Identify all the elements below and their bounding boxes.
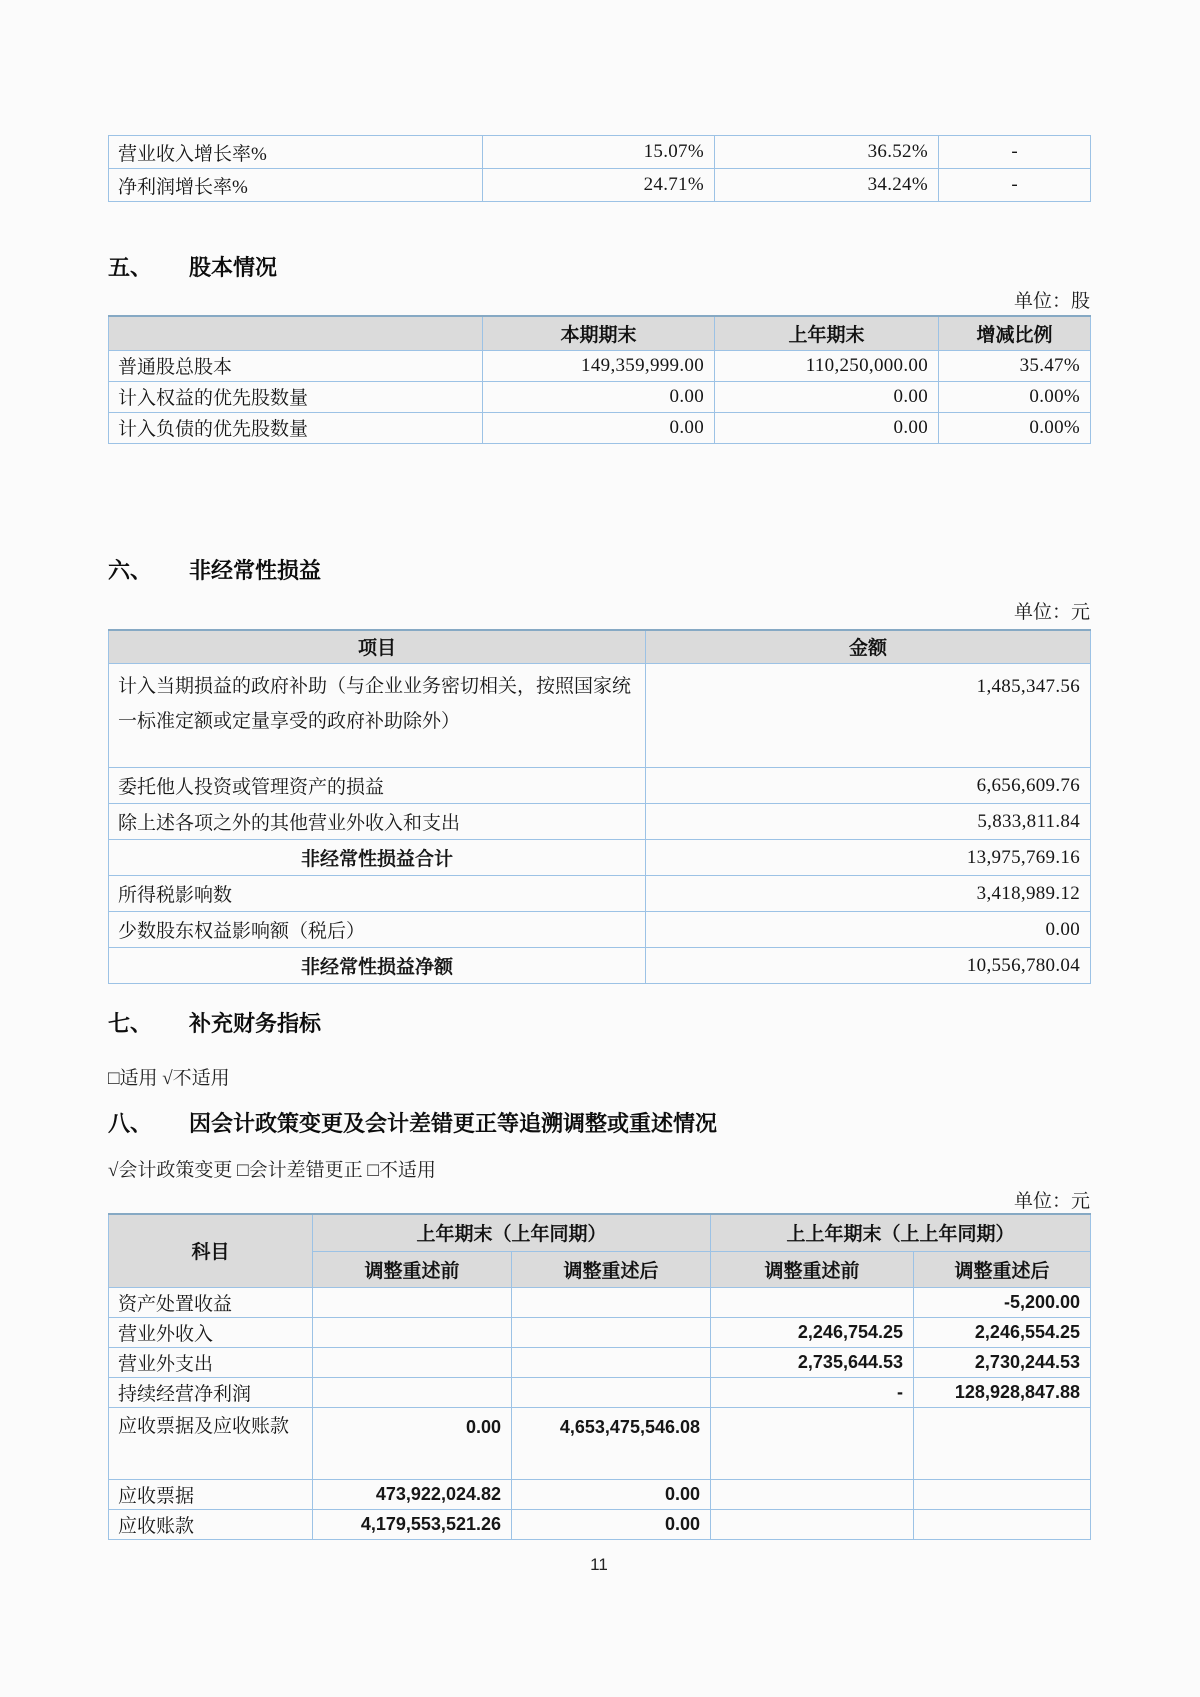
value-current: 0.00: [483, 381, 715, 412]
value-cell: 0.00: [313, 1407, 512, 1479]
table-row: [109, 1509, 1091, 1539]
item-label-total: 非经常性损益合计: [109, 840, 646, 876]
table-row: [109, 664, 1091, 768]
table-row: [109, 412, 1091, 443]
value-current: 0.00: [483, 412, 715, 443]
section-number: 七、: [108, 1011, 153, 1036]
empty-cell: [711, 1407, 914, 1479]
value-cell: 2,246,754.25: [711, 1317, 914, 1347]
value-prior: 34.24%: [715, 169, 939, 202]
row-label: 计入权益的优先股数量: [109, 381, 483, 412]
growth-rate-table: [108, 135, 1091, 202]
value-cell: 2,730,244.53: [914, 1347, 1091, 1377]
value-change: 35.47%: [939, 350, 1091, 381]
page-number: 11: [590, 1554, 608, 1574]
table-row-total: [109, 840, 1091, 876]
empty-cell: [512, 1287, 711, 1317]
table-row: [109, 768, 1091, 804]
table-row: [109, 169, 1091, 202]
item-label-total: 非经常性损益净额: [109, 948, 646, 984]
column-header-item: 项目: [109, 630, 646, 664]
value-current: 15.07%: [483, 136, 715, 169]
value-cell: 2,246,554.25: [914, 1317, 1091, 1347]
value-cell: 4,653,475,546.08: [512, 1407, 711, 1479]
section-8-options: √会计政策变更 □会计差错更正 □不适用: [108, 1160, 436, 1181]
table-row-total: [109, 948, 1091, 984]
table-row: [109, 1317, 1091, 1347]
section-7-applicability: □适用 √不适用: [108, 1068, 230, 1089]
subject-label: 资产处置收益: [109, 1287, 313, 1317]
column-header-before: 调整重述前: [313, 1251, 512, 1287]
row-label: 营业收入增长率%: [109, 136, 483, 169]
empty-cell: [512, 1377, 711, 1407]
amount-value: 3,418,989.12: [646, 876, 1091, 912]
section-number: 八、: [108, 1111, 153, 1136]
table-row: [109, 804, 1091, 840]
empty-cell: [711, 1287, 914, 1317]
column-header-subject: 科目: [109, 1214, 313, 1287]
empty-cell: [512, 1347, 711, 1377]
amount-value: 0.00: [646, 912, 1091, 948]
table-header-row: [109, 316, 1091, 350]
table-row: [109, 1479, 1091, 1509]
value-change: 0.00%: [939, 412, 1091, 443]
table-row: [109, 1347, 1091, 1377]
value-prior: 0.00: [715, 381, 939, 412]
non-recurring-items-table: [108, 629, 1091, 985]
value-prior: 36.52%: [715, 136, 939, 169]
value-change: -: [939, 136, 1091, 169]
subject-label: 应收账款: [109, 1509, 313, 1539]
subject-label: 持续经营净利润: [109, 1377, 313, 1407]
table-header-row: [109, 1214, 1091, 1251]
empty-cell: [914, 1479, 1091, 1509]
value-change: 0.00%: [939, 381, 1091, 412]
value-prior: 110,250,000.00: [715, 350, 939, 381]
table-row: [109, 136, 1091, 169]
amount-value: 6,656,609.76: [646, 768, 1091, 804]
section-title: 非经常性损益: [189, 557, 322, 583]
value-current: 24.71%: [483, 169, 715, 202]
value-cell: 4,179,553,521.26: [313, 1509, 512, 1539]
section-6-heading: [108, 556, 1090, 586]
value-cell: 128,928,847.88: [914, 1377, 1091, 1407]
value-cell: -: [711, 1377, 914, 1407]
value-cell: -5,200.00: [914, 1287, 1091, 1317]
item-label: 除上述各项之外的其他营业外收入和支出: [109, 804, 646, 840]
row-label: 净利润增长率%: [109, 169, 483, 202]
column-header-prior: 上年期末: [715, 316, 939, 350]
empty-header-cell: [109, 316, 483, 350]
amount-value: 10,556,780.04: [646, 948, 1091, 984]
restatement-table: [108, 1213, 1091, 1540]
column-header-after: 调整重述后: [512, 1251, 711, 1287]
table-row: [109, 1287, 1091, 1317]
empty-cell: [711, 1509, 914, 1539]
amount-value: 5,833,811.84: [646, 804, 1091, 840]
item-label: 计入当期损益的政府补助（与企业业务密切相关，按照国家统一标准定额或定量享受的政府补助除外）: [109, 664, 646, 768]
item-label: 委托他人投资或管理资产的损益: [109, 768, 646, 804]
section-title: 补充财务指标: [189, 1011, 322, 1036]
empty-cell: [313, 1317, 512, 1347]
subject-label: 营业外支出: [109, 1347, 313, 1377]
row-label: 普通股总股本: [109, 350, 483, 381]
section-8-heading: [108, 1109, 1090, 1139]
table-row: [109, 876, 1091, 912]
unit-label-yuan-6: 单位：元: [1013, 601, 1090, 623]
section-number: 六、: [108, 557, 153, 583]
table-header-row: [109, 630, 1091, 664]
section-title: 股本情况: [189, 255, 278, 280]
value-cell: 0.00: [512, 1509, 711, 1539]
subject-label: 应收票据: [109, 1479, 313, 1509]
unit-label-yuan-8: 单位：元: [1013, 1191, 1090, 1212]
empty-cell: [313, 1287, 512, 1317]
table-row: [109, 1377, 1091, 1407]
table-row: [109, 350, 1091, 381]
column-header-change: 增减比例: [939, 316, 1091, 350]
share-capital-table: [108, 315, 1091, 444]
amount-value: 13,975,769.16: [646, 840, 1091, 876]
table-row: [109, 1407, 1091, 1479]
value-cell: 0.00: [512, 1479, 711, 1509]
subject-label: 应收票据及应收账款: [109, 1407, 313, 1479]
row-label: 计入负债的优先股数量: [109, 412, 483, 443]
empty-cell: [313, 1347, 512, 1377]
table-row: [109, 912, 1091, 948]
section-7-heading: [108, 1009, 1090, 1039]
empty-cell: [711, 1479, 914, 1509]
value-change: -: [939, 169, 1091, 202]
column-header-amount: 金额: [646, 630, 1091, 664]
column-header-after: 调整重述后: [914, 1251, 1091, 1287]
empty-cell: [914, 1407, 1091, 1479]
column-header-before: 调整重述前: [711, 1251, 914, 1287]
section-title: 因会计政策变更及会计差错更正等追溯调整或重述情况: [189, 1111, 718, 1136]
value-current: 149,359,999.00: [483, 350, 715, 381]
subject-label: 营业外收入: [109, 1317, 313, 1347]
empty-cell: [914, 1509, 1091, 1539]
value-prior: 0.00: [715, 412, 939, 443]
section-5-heading: [108, 253, 1090, 283]
amount-value: 1,485,347.56: [646, 664, 1091, 768]
table-row: [109, 381, 1091, 412]
empty-cell: [313, 1377, 512, 1407]
value-cell: 2,735,644.53: [711, 1347, 914, 1377]
column-group-prior2-year: 上上年期末（上上年同期）: [711, 1214, 1091, 1251]
empty-cell: [512, 1317, 711, 1347]
item-label: 所得税影响数: [109, 876, 646, 912]
item-label: 少数股东权益影响额（税后）: [109, 912, 646, 948]
value-cell: 473,922,024.82: [313, 1479, 512, 1509]
column-header-current: 本期期末: [483, 316, 715, 350]
section-number: 五、: [108, 255, 153, 280]
column-group-prior-year: 上年期末（上年同期）: [313, 1214, 711, 1251]
unit-label-shares: 单位：股: [1013, 291, 1090, 312]
